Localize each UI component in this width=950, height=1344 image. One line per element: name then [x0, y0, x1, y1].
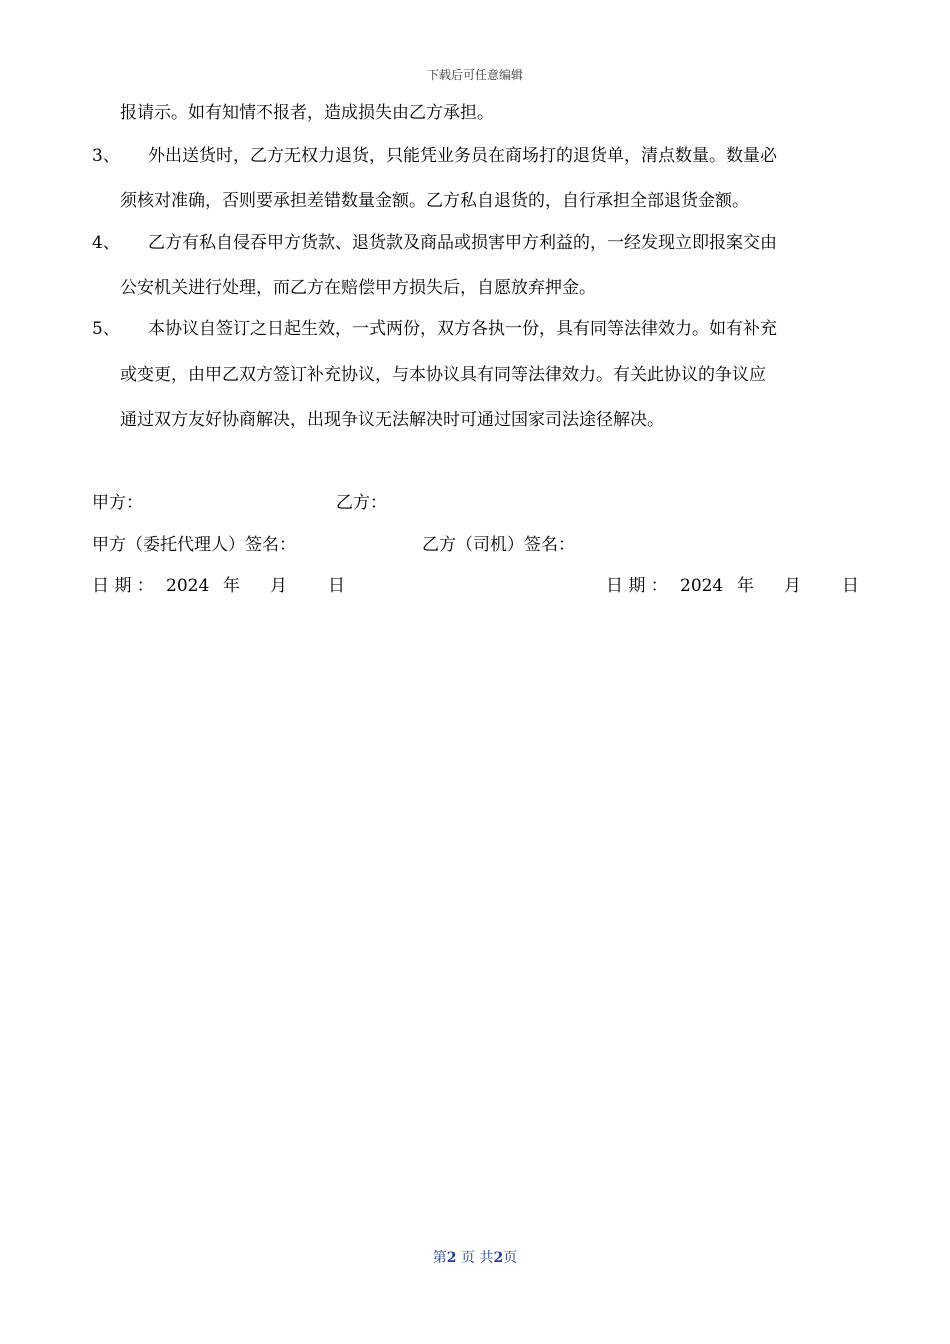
item-5-line-1: 本协议自签订之日起生效，一式两份，双方各执一份，具有同等法律效力。如有补充 — [148, 319, 777, 339]
item-3-line-1: 外出送货时，乙方无权力退货，只能凭业务员在商场打的退货单，清点数量。数量必 — [148, 146, 777, 166]
footer-prefix: 第 — [432, 1250, 447, 1266]
footer-total-pages: 2 — [493, 1250, 504, 1266]
continued-line: 报请示。如有知情不报者，造成损失由乙方承担。 — [120, 103, 494, 123]
item-4-line-1: 乙方有私自侵吞甲方货款、退货款及商品或损害甲方利益的，一经发现立即报案交由 — [148, 233, 777, 253]
party-b-date-day-unit: 日 — [842, 576, 859, 596]
party-b-date-label: 日 期 ： — [606, 576, 668, 596]
party-a-date-month-unit: 月 — [270, 576, 287, 596]
item-5-line-3: 通过双方友好协商解决，出现争议无法解决时可通过国家司法途径解决。 — [120, 410, 664, 430]
party-b-label: 乙方： — [336, 493, 387, 513]
party-b-date-year: 2024 — [680, 576, 724, 596]
party-a-date-day-unit: 日 — [328, 576, 345, 596]
item-number-3: 3、 — [92, 146, 120, 166]
date-row — [0, 575, 950, 597]
item-number-4: 4、 — [92, 233, 120, 253]
footer-suffix: 页 — [503, 1250, 518, 1266]
party-b-date-month-unit: 月 — [784, 576, 801, 596]
party-a-date-label: 日 期 ： — [92, 576, 154, 596]
footer-mid: 页 共 — [461, 1250, 494, 1266]
party-a-date-year: 2024 — [166, 576, 210, 596]
item-5-line-2: 或变更，由甲乙双方签订补充协议，与本协议具有同等法律效力。有关此协议的争议应 — [120, 365, 766, 385]
item-3-line-2: 须核对准确，否则要承担差错数量金额。乙方私自退货的，自行承担全部退货金额。 — [120, 191, 749, 211]
item-number-5: 5、 — [92, 319, 120, 339]
item-4-line-2: 公安机关进行处理，而乙方在赔偿甲方损失后，自愿放弃押金。 — [120, 278, 596, 298]
page-header-note: 下载后可任意编辑 — [426, 68, 523, 82]
party-b-driver-signature-label: 乙方（司机）签名： — [422, 535, 575, 555]
page-footer — [0, 1247, 950, 1267]
party-a-agent-signature-label: 甲方（委托代理人）签名： — [92, 535, 296, 555]
party-a-date-year-unit: 年 — [223, 576, 240, 596]
footer-page-number: 2 — [446, 1250, 457, 1266]
party-b-date-year-unit: 年 — [737, 576, 754, 596]
party-a-label: 甲方： — [92, 493, 143, 513]
